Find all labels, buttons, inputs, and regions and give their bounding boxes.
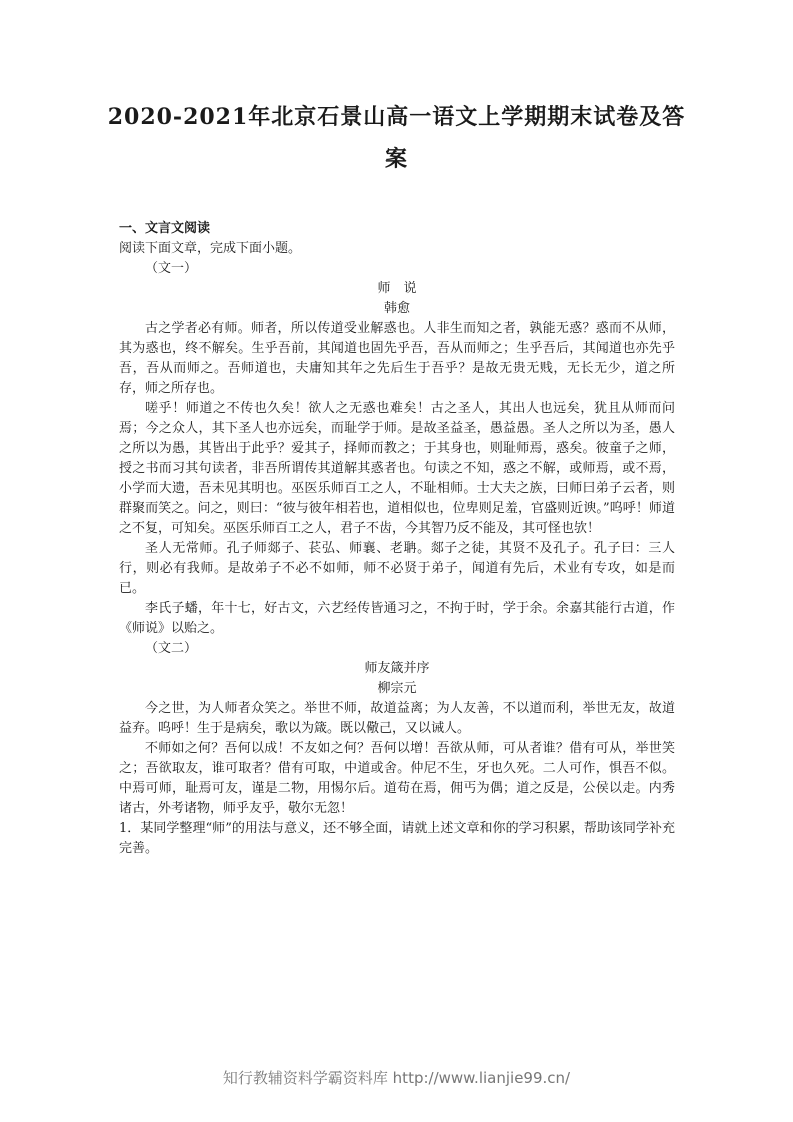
text1-paragraph: 古之学者必有师。师者，所以传道受业解惑也。人非生而知之者，孰能无惑？惑而不从师，其为惑也，终不解矣。生乎吾前，其闻道也固先乎吾，吾从而师之；生乎吾后，其闻道也亦先乎吾，吾从而师之。吾师道也，夫庸知其年之先后生于吾乎？是故无贵无贱，无长无少，道之所存，师之所存也。 — [119, 321, 675, 396]
text1-author: 韩愈 — [383, 301, 410, 316]
document-body — [119, 219, 675, 859]
document-title-line1: 2020-2021年北京石景山高一语文上学期期末试卷及答 — [107, 104, 686, 130]
instruction-text: 阅读下面文章，完成下面小题。 — [119, 241, 302, 256]
document-title-line2: 案 — [384, 146, 408, 172]
text2-author: 柳宗元 — [377, 681, 417, 696]
text1-title: 师 说 — [377, 281, 417, 296]
text2-paragraph: 不师如之何？吾何以成！不友如之何？吾何以增！吾欲从师，可从者谁？借有可从，举世笑之；吾欲取友，谁可取者？借有可取，中道或舍。仲尼不生，牙也久死。二人可作，惧吾不似。中焉可师，耻焉可友，谨是二物，用惕尔后。道苟在焉，佣丐为偶；道之反是，公侯以走。内秀诸古，外考诸物，师乎友乎，敬尔无忽！ — [119, 741, 675, 816]
text2-title: 师友箴并序 — [364, 661, 430, 676]
text2-paragraph: 今之世，为人师者众笑之。举世不师，故道益离；为人友善，不以道而利，举世无友，故道益弃。呜呼！生于是病矣，歌以为箴。既以儆己，又以诫人。 — [119, 701, 675, 736]
text1-label: （文一） — [145, 261, 198, 276]
text1-paragraph: 圣人无常师。孔子师郯子、苌弘、师襄、老聃。郯子之徒，其贤不及孔子。孔子曰：三人行，则必有我师。是故弟子不必不如师，师不必贤于弟子，闻道有先后，术业有专攻，如是而已。 — [119, 541, 675, 596]
text2-label: （文二） — [145, 641, 198, 656]
question-1: 1．某同学整理“师”的用法与意义，还不够全面，请就上述文章和你的学习积累，帮助该同学补充完善。 — [119, 821, 675, 856]
footer-watermark: 知行教辅资料学霸资料库 http://www.lianjie99.cn/ — [222, 1069, 571, 1087]
text1-paragraph: 李氏子蟠，年十七，好古文，六艺经传皆通习之，不拘于时，学于余。余嘉其能行古道，作《师说》以贻之。 — [119, 601, 675, 636]
section-heading: 一、文言文阅读 — [119, 221, 211, 236]
text1-paragraph: 嗟乎！师道之不传也久矣！欲人之无惑也难矣！古之圣人，其出人也远矣，犹且从师而问焉；今之众人，其下圣人也亦远矣，而耻学于师。是故圣益圣，愚益愚。圣人之所以为圣，愚人之所以为愚，其皆出于此乎？爱其子，择师而教之；于其身也，则耻师焉，惑矣。彼童子之师，授之书而习其句读者，非吾所谓传其道解其惑者也。句读之不知，惑之不解，或师焉，或不焉，小学而大遗，吾未见其明也。巫医乐师百工之人，不耻相师。士大夫之族，曰师曰弟子云者，则群聚而笑之。问之，则曰：“彼与彼年相若也，道相似也，位卑则足羞，官盛则近谀。”呜呼！师道之不复，可知矣。巫医乐师百工之人，君子不齿，今其智乃反不能及，其可怪也欤！ — [119, 401, 675, 536]
